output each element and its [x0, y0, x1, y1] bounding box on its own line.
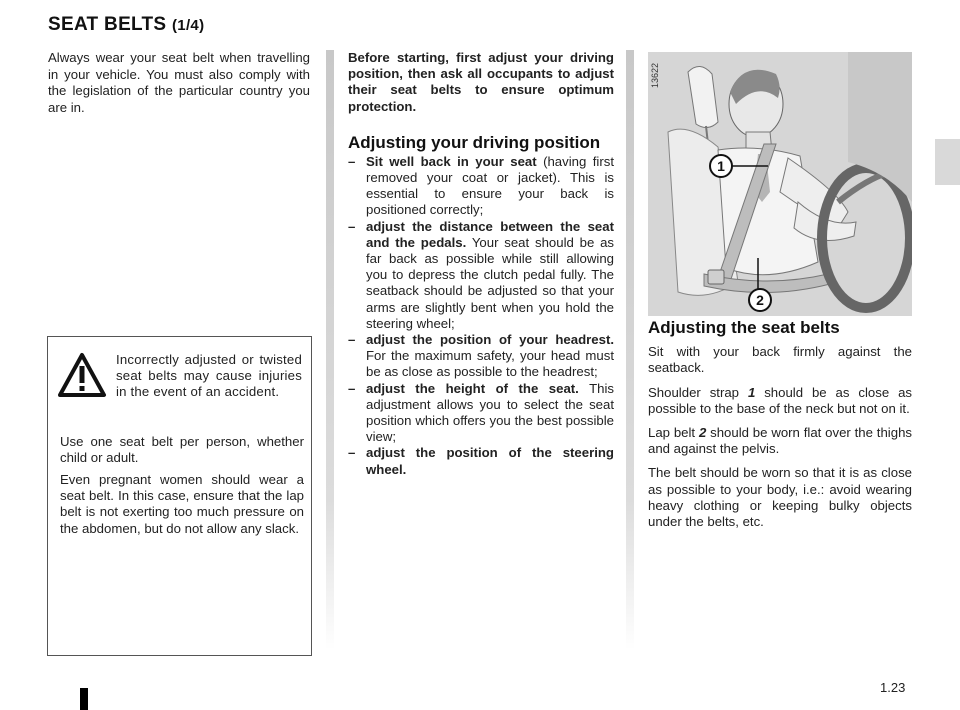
- page-number: 1.23: [880, 680, 906, 695]
- seat-belt-illustration: [648, 52, 912, 316]
- driving-position-heading: Adjusting your driving position: [348, 132, 601, 152]
- seat-belts-column: [648, 320, 912, 538]
- list-item-text: Your seat should be as far back as possible while still allowing you to depress the clutch pedal fully. The seatback should be adjusted so that your arms are slightly bent when you hold the steering wheel;: [366, 234, 615, 331]
- warning-triangle-icon: [57, 352, 107, 398]
- before-starting-text: Before starting, first adjust your driving position, then ask all occupants to adjust their seat belts to ensure optimum protection.: [348, 50, 614, 114]
- list-item-text: For the maximum safety, your head must be as close as possible to the headrest;: [366, 348, 614, 380]
- text-fragment: Shoulder strap: [648, 384, 748, 400]
- warning-lead-text: Incorrectly adjusted or twisted seat belts may cause injuries in the event of an accident.: [116, 352, 302, 400]
- list-item-bold: adjust the position of the steering wheel.: [366, 445, 614, 477]
- driving-position-column: [348, 50, 614, 478]
- list-item: [348, 219, 614, 332]
- list-item-text: (having first removed your coat or jacket). This is essential to ensure your back is positioned correctly;: [366, 153, 615, 218]
- list-item: [348, 332, 614, 381]
- list-item-bold: adjust the distance between the seat and the pedals.: [366, 218, 614, 250]
- seat-belts-heading: Adjusting the seat belts: [648, 318, 840, 337]
- seatback-paragraph: Sit with your back firmly against the seatback.: [648, 344, 912, 376]
- text-fragment: should be as close as possible to the base of the neck but not on it.: [648, 384, 912, 416]
- list-item-text: This adjustment allows you to select the seat position which offers you the best possible view;: [366, 380, 614, 445]
- column-divider-right: [626, 50, 634, 650]
- driver-seat-belt-drawing: [648, 52, 912, 316]
- list-item: [348, 381, 614, 446]
- chapter-tab: [935, 139, 960, 185]
- text-fragment: should be worn flat over the thighs and against the pelvis.: [648, 425, 913, 457]
- list-item-bold: Sit well back in your seat: [366, 153, 537, 169]
- figure-reference-number: 13622: [650, 62, 660, 88]
- callout-1-label: 1: [717, 158, 725, 174]
- list-dash: –: [348, 332, 356, 348]
- text-fragment: Lap belt: [648, 425, 699, 441]
- callout-ref-1: 1: [747, 384, 756, 400]
- belt-fit-paragraph: The belt should be worn so that it is as close as possible to your body, i.e.: avoid wearing heavy clothing or keeping bulky objects under the belts, etc.: [648, 465, 912, 530]
- title-part: (1/4): [172, 17, 205, 34]
- list-dash: –: [348, 445, 356, 461]
- list-dash: –: [348, 218, 356, 234]
- shoulder-strap-paragraph: [648, 385, 912, 417]
- intro-paragraph: Always wear your seat belt when travelling in your vehicle. You must also comply with the legislation of the particular country you are in.: [48, 50, 310, 116]
- list-item-bold: adjust the position of your headrest.: [366, 332, 614, 348]
- lap-belt-paragraph: [648, 425, 912, 457]
- list-item: [348, 445, 614, 477]
- list-item: [348, 154, 614, 219]
- list-dash: –: [348, 153, 356, 169]
- column-divider-left: [326, 50, 334, 650]
- page-title: [48, 14, 204, 36]
- list-dash: –: [348, 380, 356, 396]
- list-item-bold: adjust the height of the seat.: [366, 380, 579, 396]
- corner-marker: [80, 688, 88, 710]
- title-main: SEAT BELTS: [48, 14, 167, 35]
- warning-paragraph-1: Use one seat belt per person, whether child or adult.: [60, 434, 304, 466]
- callout-2-label: 2: [756, 292, 764, 308]
- warning-paragraph-2: Even pregnant women should wear a seat belt. In this case, ensure that the lap belt is not exerting too much pressure on the abdomen, but do not allow any slack.: [60, 472, 304, 536]
- callout-ref-2: 2: [698, 425, 707, 441]
